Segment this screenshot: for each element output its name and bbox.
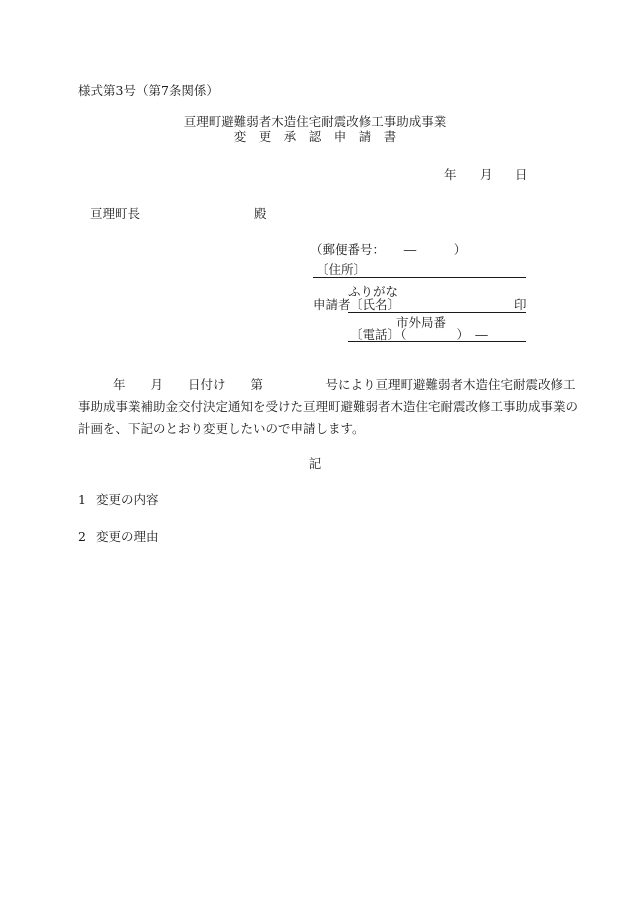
item-label: 変更の理由 xyxy=(96,529,159,544)
phone-line xyxy=(348,341,526,342)
form-title-line1: 亘理町避難弱者木造住宅耐震改修工事助成事業 xyxy=(183,114,447,129)
name-line xyxy=(348,312,526,313)
body-paragraph xyxy=(78,374,579,440)
address-line xyxy=(313,277,526,278)
addressee-honorific: 殿 xyxy=(254,206,267,221)
addressee-name: 亘理町長 xyxy=(90,206,141,221)
form-number: 様式第3号（第7条関係） xyxy=(78,83,219,98)
item-number: 2 xyxy=(78,529,86,544)
body-line: 計画を、下記のとおり変更したいので申請します。 xyxy=(78,421,365,436)
address-label: 〔住所〕 xyxy=(316,262,367,277)
item-label: 変更の内容 xyxy=(96,492,159,507)
postal-code: （郵便番号： ― ） xyxy=(310,242,467,257)
furigana-label: ふりがな xyxy=(348,284,399,299)
exchange-label: 市外局番 xyxy=(396,315,447,330)
applicant-label: 申請者 xyxy=(313,297,351,312)
phone-format: （ ） ― xyxy=(394,327,488,342)
form-title-line2: 変 更 承 認 申 請 書 xyxy=(233,129,397,144)
phone-label: 〔電話〕 xyxy=(350,327,401,342)
body-line: 事助成事業補助金交付決定通知を受けた亘理町避難弱者木造住宅耐震改修工事助成事業の xyxy=(78,399,579,414)
body-line: 年 月 日付け 第 号により亘理町避難弱者木造住宅耐震改修工 xyxy=(113,377,576,392)
date-day: 日 xyxy=(515,167,528,182)
name-label: 〔氏名〕 xyxy=(350,297,401,312)
date-month: 月 xyxy=(480,167,493,182)
item-number: 1 xyxy=(78,492,86,507)
ki-heading: 記 xyxy=(308,456,322,471)
seal-mark: 印 xyxy=(514,297,527,312)
date-year: 年 xyxy=(444,167,457,182)
